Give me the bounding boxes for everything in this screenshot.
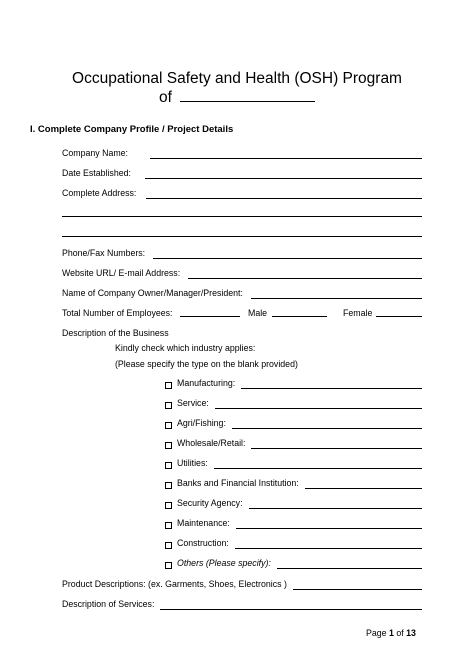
owner-name-row xyxy=(62,287,422,299)
company-name-label: Company Name: xyxy=(62,148,129,158)
website-email-row xyxy=(62,267,422,279)
description-services-blank[interactable] xyxy=(160,600,422,610)
company-name-title-blank[interactable] xyxy=(180,87,315,102)
industry-option-service xyxy=(165,397,422,409)
company-name-blank[interactable] xyxy=(150,149,422,159)
industry-option-wholesale-retail xyxy=(165,437,422,449)
date-established-row xyxy=(62,167,422,179)
wholesale-retail-blank[interactable] xyxy=(251,439,422,449)
industry-option-banks xyxy=(165,477,422,489)
page-total: 13 xyxy=(406,628,416,638)
service-checkbox[interactable] xyxy=(165,402,172,409)
agri-fishing-blank[interactable] xyxy=(232,419,422,429)
industry-option-construction xyxy=(165,537,422,549)
section-heading: I. Complete Company Profile / Project Details xyxy=(30,124,234,135)
security-agency-blank[interactable] xyxy=(249,499,422,509)
page-current: 1 xyxy=(389,628,394,638)
website-email-blank[interactable] xyxy=(188,269,422,279)
industry-option-others xyxy=(165,557,422,569)
industry-instruction-1: Kindly check which industry applies: xyxy=(115,343,256,353)
utilities-label: Utilities: xyxy=(177,458,208,468)
manufacturing-blank[interactable] xyxy=(241,379,422,389)
total-employees-label: Total Number of Employees: xyxy=(62,308,173,318)
others-label: Others (Please specify): xyxy=(177,558,271,568)
phone-fax-blank[interactable] xyxy=(153,249,422,259)
security-agency-label: Security Agency: xyxy=(177,498,243,508)
banks-label: Banks and Financial Institution: xyxy=(177,478,299,488)
owner-name-blank[interactable] xyxy=(251,289,422,299)
construction-blank[interactable] xyxy=(235,539,422,549)
product-descriptions-blank[interactable] xyxy=(293,580,422,590)
service-label: Service: xyxy=(177,398,209,408)
utilities-blank[interactable] xyxy=(214,459,422,469)
banks-blank[interactable] xyxy=(305,479,422,489)
female-label: Female xyxy=(343,308,373,318)
industry-instruction-2: (Please specify the type on the blank provided) xyxy=(115,359,298,369)
banks-checkbox[interactable] xyxy=(165,482,172,489)
description-business-label: Description of the Business xyxy=(62,328,169,338)
industry-option-manufacturing xyxy=(165,377,422,389)
title-of-label: of xyxy=(159,89,172,106)
of-label: of xyxy=(396,628,404,638)
document-title: Occupational Safety and Health (OSH) Program xyxy=(72,70,402,87)
manufacturing-label: Manufacturing: xyxy=(177,378,236,388)
wholesale-retail-label: Wholesale/Retail: xyxy=(177,438,246,448)
service-blank[interactable] xyxy=(215,399,422,409)
construction-checkbox[interactable] xyxy=(165,542,172,549)
female-blank[interactable] xyxy=(376,307,422,317)
total-employees-blank[interactable] xyxy=(180,307,240,317)
industry-option-agri-fishing xyxy=(165,417,422,429)
agri-fishing-label: Agri/Fishing: xyxy=(177,418,226,428)
description-services-row xyxy=(62,598,422,610)
phone-fax-row xyxy=(62,247,422,259)
product-descriptions-label: Product Descriptions: (ex. Garments, Shoes, Electronics ) xyxy=(62,579,287,589)
industry-option-utilities xyxy=(165,457,422,469)
address-line-3[interactable] xyxy=(62,236,422,237)
description-services-label: Description of Services: xyxy=(62,599,155,609)
others-checkbox[interactable] xyxy=(165,562,172,569)
complete-address-row xyxy=(62,187,422,199)
phone-fax-label: Phone/Fax Numbers: xyxy=(62,248,146,258)
complete-address-blank[interactable] xyxy=(146,189,422,199)
agri-fishing-checkbox[interactable] xyxy=(165,422,172,429)
male-blank[interactable] xyxy=(272,307,327,317)
construction-label: Construction: xyxy=(177,538,229,548)
date-established-label: Date Established: xyxy=(62,168,131,178)
maintenance-checkbox[interactable] xyxy=(165,522,172,529)
owner-name-label: Name of Company Owner/Manager/President: xyxy=(62,288,243,298)
product-descriptions-row xyxy=(62,578,422,590)
security-agency-checkbox[interactable] xyxy=(165,502,172,509)
others-blank[interactable] xyxy=(277,559,422,569)
document-title-line2 xyxy=(0,87,474,107)
page-footer xyxy=(366,628,416,638)
complete-address-label: Complete Address: xyxy=(62,188,137,198)
company-name-row xyxy=(62,147,422,159)
industry-option-maintenance xyxy=(165,517,422,529)
wholesale-retail-checkbox[interactable] xyxy=(165,442,172,449)
page-label: Page xyxy=(366,628,387,638)
address-line-2[interactable] xyxy=(62,216,422,217)
industry-option-security-agency xyxy=(165,497,422,509)
maintenance-label: Maintenance: xyxy=(177,518,230,528)
male-label: Male xyxy=(248,308,268,318)
manufacturing-checkbox[interactable] xyxy=(165,382,172,389)
utilities-checkbox[interactable] xyxy=(165,462,172,469)
maintenance-blank[interactable] xyxy=(236,519,422,529)
date-established-blank[interactable] xyxy=(145,169,422,179)
website-email-label: Website URL/ E-mail Address: xyxy=(62,268,181,278)
